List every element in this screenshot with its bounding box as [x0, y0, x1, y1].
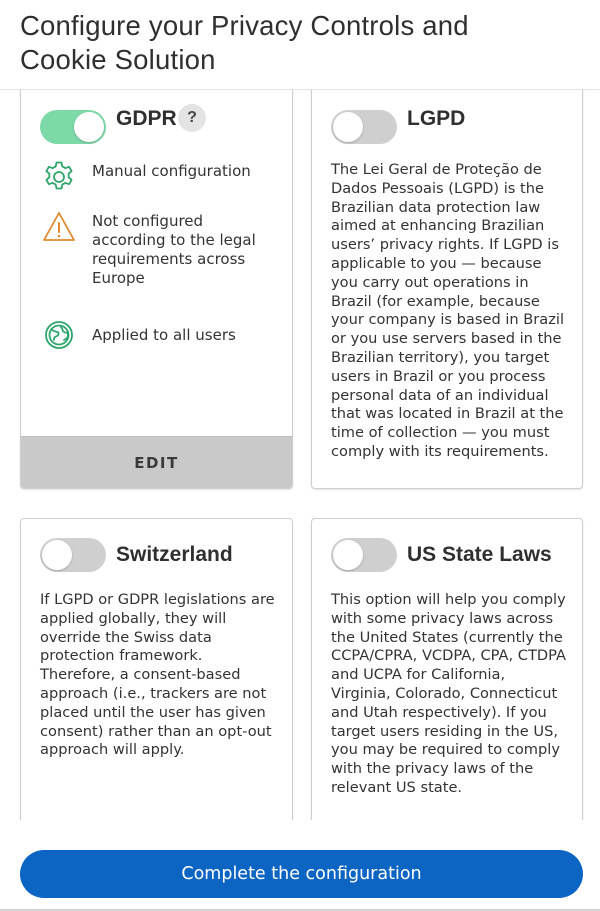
card-switzerland	[20, 518, 293, 820]
switzerland-title: Switzerland	[116, 543, 233, 566]
feature-text: Not configured according to the legal requirements across Europe	[92, 212, 256, 287]
gdpr-title: GDPR	[116, 107, 177, 130]
regulations-grid[interactable]	[0, 90, 600, 820]
gdpr-toggle[interactable]	[40, 110, 106, 144]
edit-button[interactable]: EDIT	[21, 436, 292, 488]
us-state-laws-title: US State Laws	[407, 543, 552, 566]
us-state-laws-description: This option will help you comply with some privacy laws across the United States (currently the CCPA/CPRA, VCDPA, CPA, CTDPA and UCPA for California, Virginia, Colorado, Connecticut and Utah respectively). If you target users residing in the US, you may be required to comply with the privacy laws of the relevant US state.	[331, 591, 566, 796]
toggle-knob	[42, 540, 72, 570]
feature-applied-all-users	[41, 317, 281, 353]
globe-icon	[41, 317, 77, 353]
switzerland-description: If LGPD or GDPR legislations are applied globally, they will override the Swiss data protection framework. Therefore, a consent-based approach (i.e., trackers are not placed until the user has given consent) rather than an opt-out approach will apply.	[40, 591, 275, 759]
toggle-knob	[74, 112, 104, 142]
feature-not-configured	[41, 209, 281, 289]
complete-configuration-button[interactable]: Complete the configuration	[20, 850, 583, 898]
lgpd-description: The Lei Geral de Proteção de Dados Pessoais (LGPD) is the Brazilian data protection law aimed at enhancing Brazilian users’ privacy rights. If LGPD is applicable to you — because you carry out operations in Brazil (for example, because your company is based in Brazil or you use servers based in the Brazilian territory), you target users in Brazil or you process personal data of an individual that was located in Brazil at the time of collection — you must comply with its requirements.	[331, 161, 565, 460]
page-title: Configure your Privacy Controls and Cookie Solution	[20, 10, 469, 75]
toggle-knob	[333, 540, 363, 570]
lgpd-title: LGPD	[407, 107, 466, 130]
page-header	[0, 0, 600, 90]
lgpd-toggle[interactable]	[331, 110, 397, 144]
switzerland-toggle[interactable]	[40, 538, 106, 572]
card-lgpd	[311, 90, 583, 489]
card-us-state-laws	[311, 518, 583, 820]
help-icon[interactable]: ?	[178, 104, 206, 132]
feature-manual-configuration	[41, 159, 281, 195]
warning-icon	[41, 209, 77, 245]
feature-text: Manual configuration	[92, 162, 251, 180]
footer	[0, 820, 600, 911]
us-state-laws-toggle[interactable]	[331, 538, 397, 572]
feature-text: Applied to all users	[92, 326, 236, 344]
toggle-knob	[333, 112, 363, 142]
card-gdpr	[20, 90, 293, 489]
gear-icon	[41, 159, 77, 195]
